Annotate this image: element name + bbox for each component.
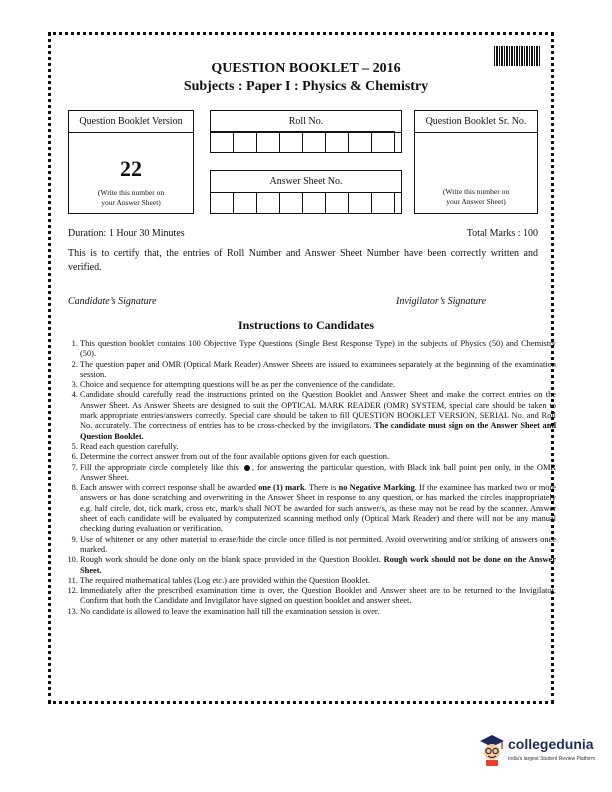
logo-tagline: India's largest Student Review Platform <box>508 756 596 762</box>
answer-sheet-cell[interactable] <box>279 192 303 214</box>
roll-number-label: Roll No. <box>211 111 401 133</box>
answer-sheet-cell[interactable] <box>256 192 280 214</box>
certification-text: This is to certify that, the entries of Roll Number and Answer Sheet Number have been correctly written and verified. <box>68 248 538 273</box>
duration: Duration: 1 Hour 30 Minutes <box>68 228 185 239</box>
answer-sheet-cell[interactable] <box>302 192 326 214</box>
roll-number-cell[interactable] <box>210 131 234 153</box>
list-item: 10. Rough work should be done only on the blank space provided in the Question Booklet. Rough work should not be done on the Answer Sheet. <box>80 555 556 576</box>
booklet-title: QUESTION BOOKLET – 2016 <box>211 61 401 76</box>
roll-number-cell[interactable] <box>302 131 326 153</box>
version-value: 22 <box>120 156 142 181</box>
list-item: 6. Determine the correct answer from out of the four available options given for each question. <box>80 452 556 462</box>
answer-sheet-grid <box>210 192 395 214</box>
invigilator-signature-label: Invigilator’s Signature <box>396 296 487 307</box>
serial-number-label: Question Booklet Sr. No. <box>415 111 537 133</box>
list-item: 8. Each answer with correct response shall be awarded one (1) mark. There is no Negative Marking. If the examinee has marked two or more answers or has done scratching and overwriting in the Answer Sheet in response to any question, or has marked the circles inappropriately e.g. half circle, dot, tick mark, cross etc, mark/s shall NOT be awarded for such answer/s, as these may not be read by the scanner. Answer sheet of each candidate will be evaluated by computerized scanning method only (Optical Mark Reader) and there will not be any manual checking during evaluation or verification. <box>80 483 556 534</box>
answer-sheet-cell[interactable] <box>233 192 257 214</box>
answer-sheet-cell[interactable] <box>371 192 395 214</box>
roll-number-cell[interactable] <box>348 131 372 153</box>
answer-sheet-cell[interactable] <box>210 192 234 214</box>
list-item: 13. No candidate is allowed to leave the examination hall till the examination session is over. <box>80 607 556 617</box>
filled-circle-icon <box>244 465 250 471</box>
roll-number-cell[interactable] <box>279 131 303 153</box>
booklet-subtitle: Subjects : Paper I : Physics & Chemistry <box>183 79 429 94</box>
version-box <box>68 110 194 214</box>
answer-sheet-label: Answer Sheet No. <box>211 171 401 193</box>
roll-number-cell[interactable] <box>371 131 395 153</box>
serial-number-box <box>414 110 538 214</box>
roll-number-cell[interactable] <box>233 131 257 153</box>
candidate-signature-label: Candidate’s Signature <box>68 296 157 307</box>
student-mascot-icon <box>478 732 506 766</box>
list-item: 11. The required mathematical tables (Log etc.) are provided within the Question Booklet. <box>80 576 556 586</box>
roll-number-cell[interactable] <box>325 131 349 153</box>
list-item: 3. Choice and sequence for attempting questions will be as per the convenience of the candidate. <box>80 380 556 390</box>
serial-note-2: your Answer Sheet) <box>446 197 506 206</box>
instructions-title: Instructions to Candidates <box>237 318 375 332</box>
list-item: 5. Read each question carefully. <box>80 442 556 452</box>
serial-note-1: (Write this number on <box>442 187 510 196</box>
list-item: 2. The question paper and OMR (Optical Mark Reader) Answer Sheets are issued to examinees separately at the beginning of the examination session. <box>80 360 556 381</box>
list-item: 1. This question booklet contains 100 Objective Type Questions (Single Best Response Type) in the subjects of Physics (50) and Chemistry (50). <box>80 339 556 360</box>
answer-sheet-cell[interactable] <box>325 192 349 214</box>
list-item: 7. Fill the appropriate circle completely like this , for answering the particular question, with Black ink ball point pen only, in the OMR Answer Sheet. <box>80 463 556 484</box>
version-note-2: your Answer Sheet) <box>101 198 161 207</box>
instructions-list <box>62 339 556 617</box>
collegedunia-logo <box>478 732 596 772</box>
total-marks: Total Marks : 100 <box>466 228 538 239</box>
roll-number-grid <box>210 131 395 153</box>
list-item: 4. Candidate should carefully read the instructions printed on the Question Booklet and Answer Sheet and make the correct entries on the Answer Sheet. As Answer Sheets are designed to suit the OPTICAL MARK READER (OMR) SYSTEM, special care should be taken to mark appropriate entries/answers correctly. Special care should be taken to fill QUESTION BOOKLET VERSION, SERIAL No. and Roll No. accurately. The correctness of entries has to be cross-checked by the invigilators. The candidate must sign on the Answer Sheet and Question Booklet. <box>80 390 556 441</box>
logo-name: collegedunia <box>508 736 594 752</box>
list-item: 9. Use of whitener or any other material to erase/hide the circle once filled is not permitted. Avoid overwriting and/or striking of answers once marked. <box>80 535 556 556</box>
version-note-1: (Write this number on <box>97 188 165 197</box>
list-item: 12. Immediately after the prescribed examination time is over, the Question Booklet and Answer sheet are to be returned to the Invigilator. Confirm that both the Candidate and Invigilator have signed on question booklet and answer sheet. <box>80 586 556 607</box>
answer-sheet-cell[interactable] <box>348 192 372 214</box>
roll-number-cell[interactable] <box>256 131 280 153</box>
version-label: Question Booklet Version <box>69 111 193 133</box>
